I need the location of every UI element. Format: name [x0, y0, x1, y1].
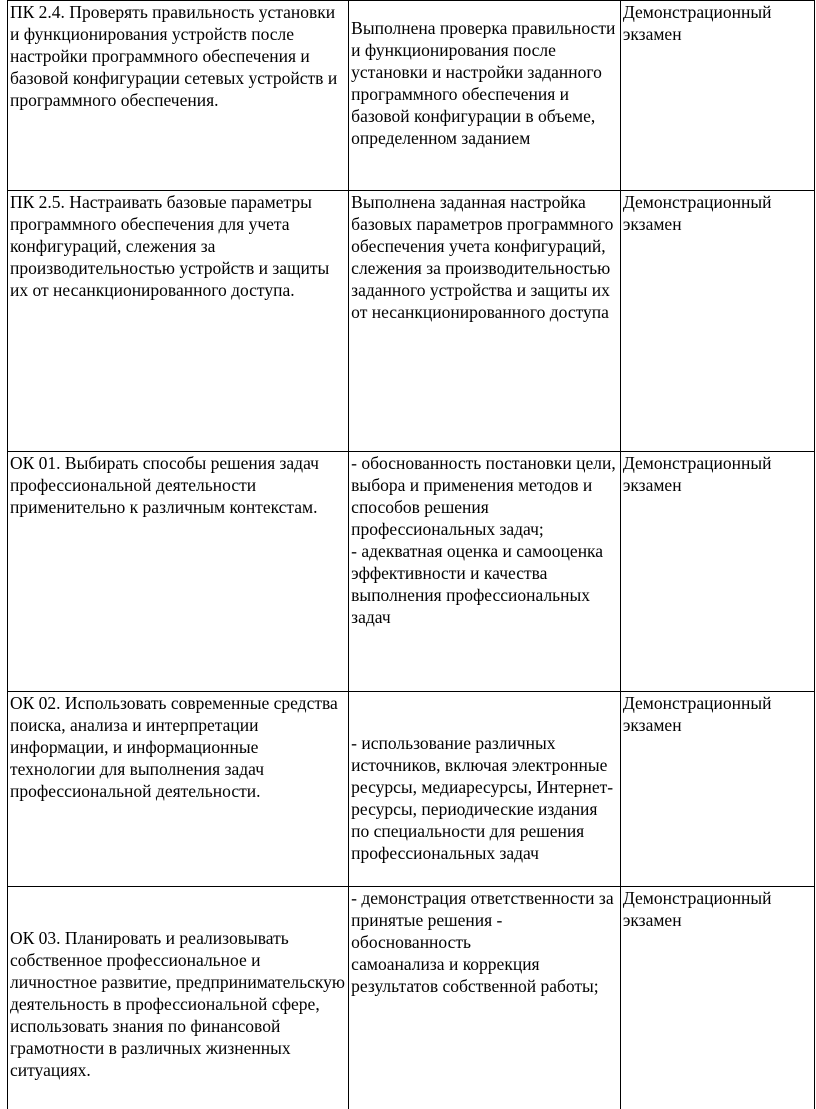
table-row	[8, 887, 815, 1109]
competency-text: ОК 03. Планировать и реализовывать собственное профессиональное и личностное развитие, предпринимательскую деятельность в профессиональной сфере, использовать знания по финансовой грамотности в различных жизненных ситуациях.	[10, 928, 345, 1080]
result-text: Выполнена заданная настройка базовых параметров программного обеспечения учета конфигураций, слежения за производительностью заданного устройства и защиты их от несанкционированного доступа	[351, 192, 614, 322]
competency-text: ОК 02. Использовать современные средства поиска, анализа и интерпретации информации, и информационные технологии для выполнения задач профессиональной деятельности.	[10, 693, 338, 801]
assessment-text: Демонстрационный экзамен	[622, 693, 772, 735]
result-text: Выполнена проверка правильности и функционирования после установки и настройки заданного программного обеспечения и базовой конфигурации в объеме, определенном заданием	[351, 18, 616, 148]
assessment-cell	[620, 191, 814, 452]
table-row	[8, 1, 815, 191]
result-cell	[349, 191, 621, 452]
result-text: - использование различных источников, включая электронные ресурсы, медиаресурсы, Интернет-ресурсы, периодические издания по специальности для решения профессиональных задач	[351, 733, 614, 863]
table-row	[8, 452, 815, 692]
assessment-text: Демонстрационный экзамен	[622, 888, 772, 930]
result-line: обоснованность	[351, 932, 472, 952]
result-line: - демонстрация ответственности за принятые решения -	[351, 888, 614, 930]
result-cell	[349, 887, 621, 1109]
result-line: - адекватная оценка и самооценка эффективности и качества выполнения профессиональных задач	[351, 541, 604, 627]
competency-cell	[8, 887, 349, 1109]
table-row	[8, 191, 815, 452]
assessment-text: Демонстрационный экзамен	[622, 192, 772, 234]
competency-table	[7, 0, 815, 1109]
result-cell	[349, 1, 621, 191]
assessment-cell	[620, 1, 814, 191]
competency-text: ПК 2.4. Проверять правильность установки и функционирования устройств после настройки программного обеспечения и базовой конфигурации сетевых устройств и программного обеспечения.	[10, 2, 338, 110]
result-cell	[349, 692, 621, 887]
result-line: - обоснованность постановки цели, выбора и применения методов и способов решения профессиональных задач;	[351, 453, 616, 539]
competency-text: ОК 01. Выбирать способы решения задач профессиональной деятельности применительно к различным контекстам.	[10, 453, 319, 517]
competency-cell	[8, 452, 349, 692]
result-line: самоанализа и коррекция результатов собственной работы;	[351, 954, 599, 996]
competency-cell	[8, 692, 349, 887]
assessment-cell	[620, 692, 814, 887]
assessment-text: Демонстрационный экзамен	[622, 453, 772, 495]
assessment-text: Демонстрационный экзамен	[622, 2, 772, 44]
assessment-cell	[620, 887, 814, 1109]
competency-cell	[8, 1, 349, 191]
assessment-cell	[620, 452, 814, 692]
result-cell	[349, 452, 621, 692]
competency-cell	[8, 191, 349, 452]
table-row	[8, 692, 815, 887]
competency-text: ПК 2.5. Настраивать базовые параметры программного обеспечения для учета конфигураций, слежения за производительностью устройств и защиты их от несанкционированного доступа.	[10, 192, 330, 300]
